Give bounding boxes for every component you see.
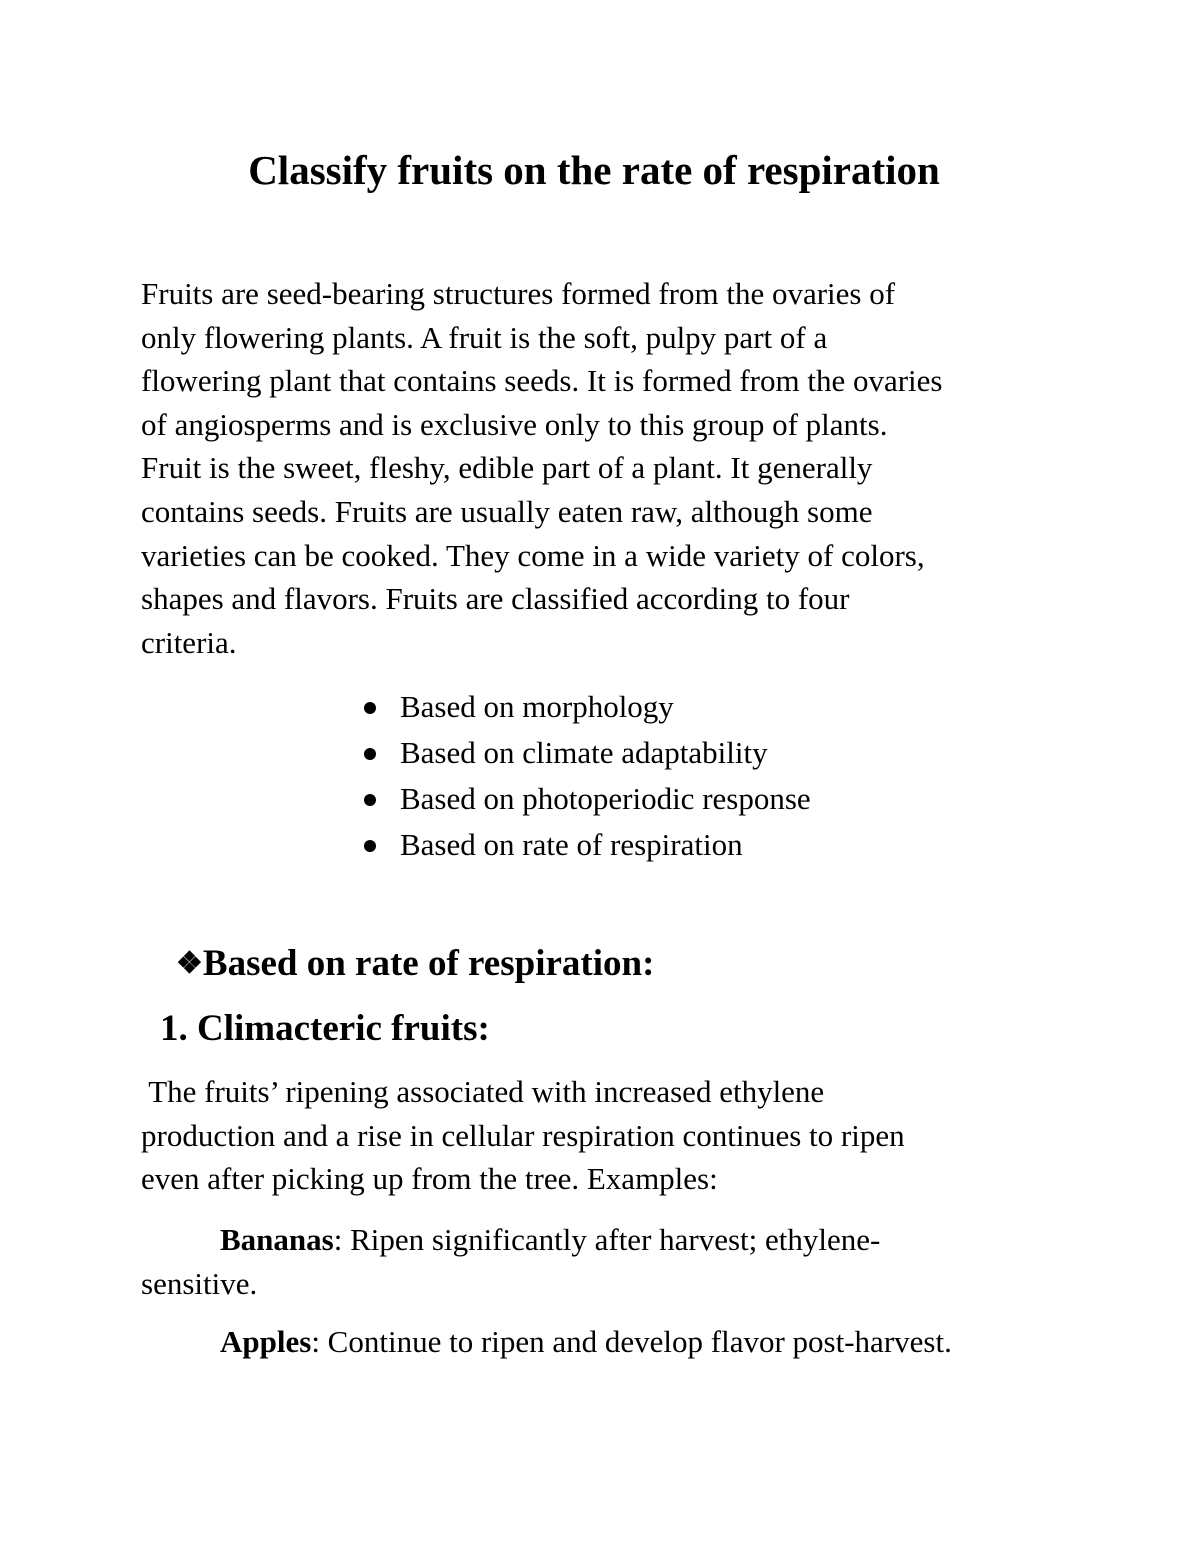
example-description: : Continue to ripen and develop flavor post-harvest.	[311, 1324, 952, 1359]
intro-line: only flowering plants. A fruit is the soft, pulpy part of a	[141, 319, 828, 355]
list-item	[358, 684, 811, 730]
intro-paragraph	[141, 272, 1081, 664]
intro-line: varieties can be cooked. They come in a wide variety of colors,	[141, 537, 925, 573]
bullet-icon	[364, 840, 376, 852]
example-line	[141, 1218, 1081, 1262]
list-item-label: Based on morphology	[400, 689, 674, 724]
intro-line: criteria.	[141, 624, 237, 660]
section-heading	[176, 940, 654, 988]
diamond-bullet-icon: ❖	[176, 947, 203, 980]
example-term: Bananas	[220, 1222, 334, 1257]
intro-line: shapes and flavors. Fruits are classified according to four	[141, 581, 850, 617]
sub-heading-climacteric: 1. Climacteric fruits:	[160, 1008, 490, 1049]
example-apples	[141, 1320, 1081, 1364]
intro-line: flowering plant that contains seeds. It is formed from the ovaries	[141, 363, 943, 399]
paragraph-line: production and a rise in cellular respiration continues to ripen	[141, 1117, 905, 1153]
example-bananas	[141, 1218, 1081, 1305]
bullet-icon	[364, 794, 376, 806]
criteria-list	[358, 684, 811, 868]
example-description: : Ripen significantly after harvest; ethylene-	[333, 1222, 881, 1257]
paragraph-line: The fruits’ ripening associated with increased ethylene	[141, 1074, 825, 1109]
list-item-label: Based on climate adaptability	[400, 735, 768, 770]
list-item	[358, 776, 811, 822]
intro-line: Fruit is the sweet, fleshy, edible part of a plant. It generally	[141, 450, 873, 486]
page-title: Classify fruits on the rate of respiration	[248, 147, 940, 193]
intro-line: Fruits are seed-bearing structures formed from the ovaries of	[141, 276, 896, 311]
bullet-icon	[364, 702, 376, 714]
section-heading-text: Based on rate of respiration:	[202, 943, 655, 984]
list-item	[358, 730, 811, 776]
example-line: sensitive.	[141, 1265, 258, 1301]
example-line	[141, 1320, 1081, 1364]
bullet-icon	[364, 748, 376, 760]
paragraph-line: even after picking up from the tree. Examples:	[141, 1161, 718, 1197]
list-item-label: Based on rate of respiration	[400, 827, 743, 862]
climacteric-paragraph	[141, 1070, 1081, 1201]
intro-line: contains seeds. Fruits are usually eaten raw, although some	[141, 493, 873, 529]
example-term: Apples	[220, 1324, 312, 1359]
intro-line: of angiosperms and is exclusive only to this group of plants.	[141, 406, 888, 442]
list-item	[358, 822, 811, 868]
list-item-label: Based on photoperiodic response	[400, 781, 811, 816]
